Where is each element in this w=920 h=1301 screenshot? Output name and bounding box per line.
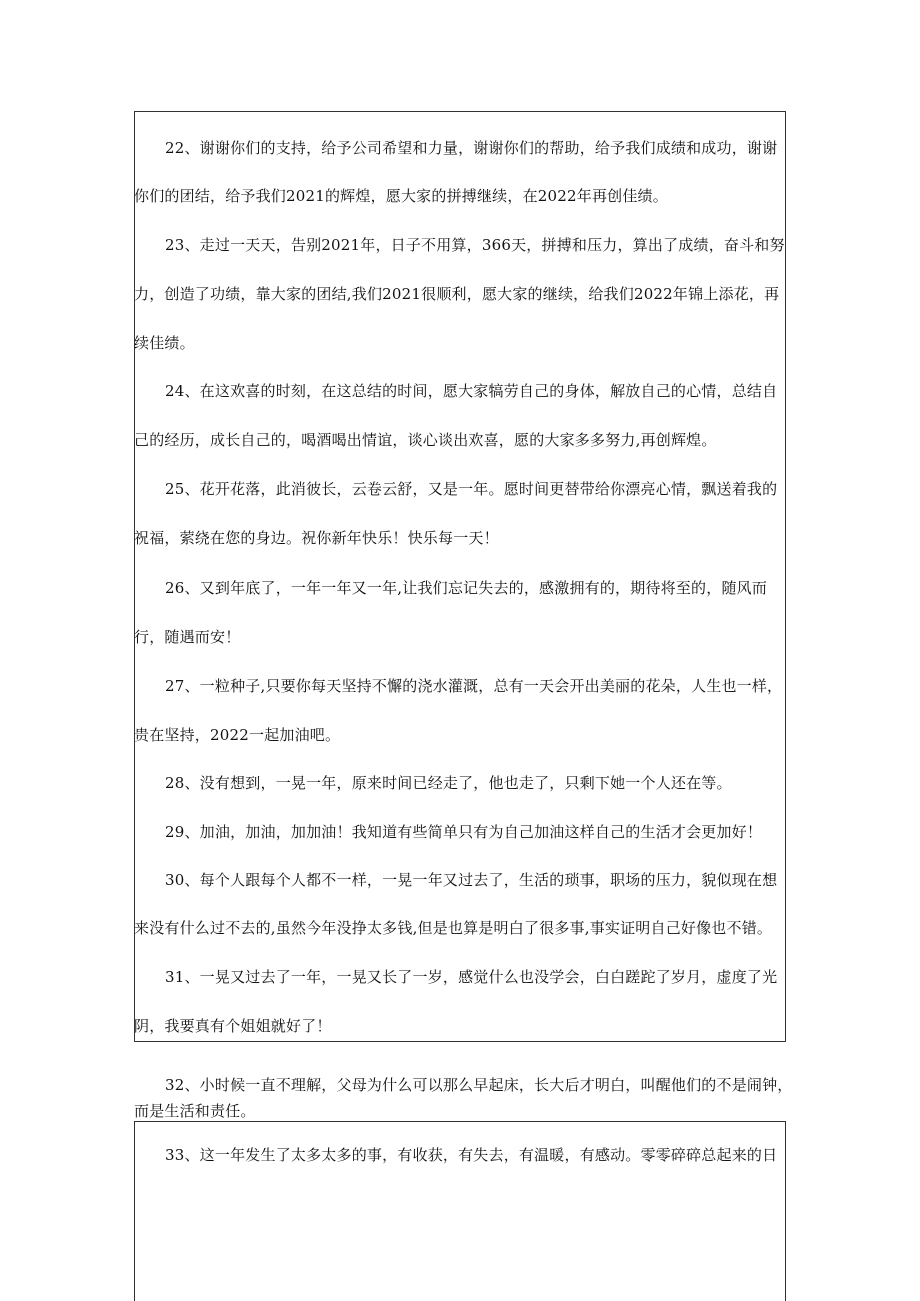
paragraph-line: 28、没有想到，一晃一年，原来时间已经走了，他也走了，只剩下她一个人还在等。 xyxy=(165,774,732,792)
paragraph-line: 你们的团结，给予我们2021的辉煌，愿大家的拼搏继续，在2022年再创佳绩。 xyxy=(134,187,668,205)
paragraph-line: 24、在这欢喜的时刻，在这总结的时间，愿大家犒劳自己的身体，解放自己的心情，总结自 xyxy=(165,382,778,400)
paragraph-line: 27、一粒种子,只要你每天坚持不懈的浇水灌溉，总有一天会开出美丽的花朵，人生也一样， xyxy=(165,677,783,695)
paragraph-line: 33、这一年发生了太多太多的事，有收获，有失去，有温暖，有感动。零零碎碎总起来的日 xyxy=(165,1146,778,1164)
paragraph-line: 行，随遇而安！ xyxy=(134,628,241,646)
paragraph-line: 力，创造了功绩，靠大家的团结,我们2021很顺利，愿大家的继续，给我们2022年锦上添花，再 xyxy=(134,285,780,303)
paragraph-line: 30、每个人跟每个人都不一样，一晃一年又过去了，生活的琐事，职场的压力，貌似现在想 xyxy=(165,871,778,889)
paragraph-line: 25、花开花落，此消彼长，云卷云舒，又是一年。愿时间更替带给你漂亮心情，飘送着我的 xyxy=(165,480,778,498)
paragraph-line: 续佳绩。 xyxy=(134,334,195,352)
paragraph-line: 31、一晃又过去了一年，一晃又长了一岁，感觉什么也没学会，白白蹉跎了岁月，虚度了光 xyxy=(165,968,778,986)
paragraph-line: 阴，我要真有个姐姐就好了！ xyxy=(134,1017,332,1035)
paragraph-line: 己的经历，成长自己的，喝酒喝出情谊，谈心谈出欢喜，愿的大家多多努力,再创辉煌。 xyxy=(134,431,717,449)
paragraph-line: 来没有什么过不去的,虽然今年没挣太多钱,但是也算是明白了很多事,事实证明自己好像也不错。 xyxy=(134,919,773,937)
paragraph-line: 祝福，萦绕在您的身边。祝你新年快乐！快乐每一天！ xyxy=(134,529,499,547)
paragraph-line: 22、谢谢你们的支持，给予公司希望和力量，谢谢你们的帮助，给予我们成绩和成功，谢谢 xyxy=(165,139,778,157)
paragraph-line: 26、又到年底了，一年一年又一年,让我们忘记失去的，感激拥有的，期待将至的，随风而 xyxy=(165,579,768,597)
paragraph-line: 贵在坚持，2022一起加油吧。 xyxy=(134,726,341,744)
paragraph-line: 29、加油，加油，加加油！我知道有些简单只有为自己加油这样自己的生活才会更加好！ xyxy=(165,823,763,841)
paragraph-line: 而是生活和责任。 xyxy=(134,1102,256,1120)
paragraph-line: 32、小时候一直不理解，父母为什么可以那么早起床，长大后才明白，叫醒他们的不是闹钟， xyxy=(165,1076,793,1094)
paragraph-line: 23、走过一天天，告别2021年，日子不用算，366天，拼搏和压力，算出了成绩，奋斗和努 xyxy=(165,236,785,254)
